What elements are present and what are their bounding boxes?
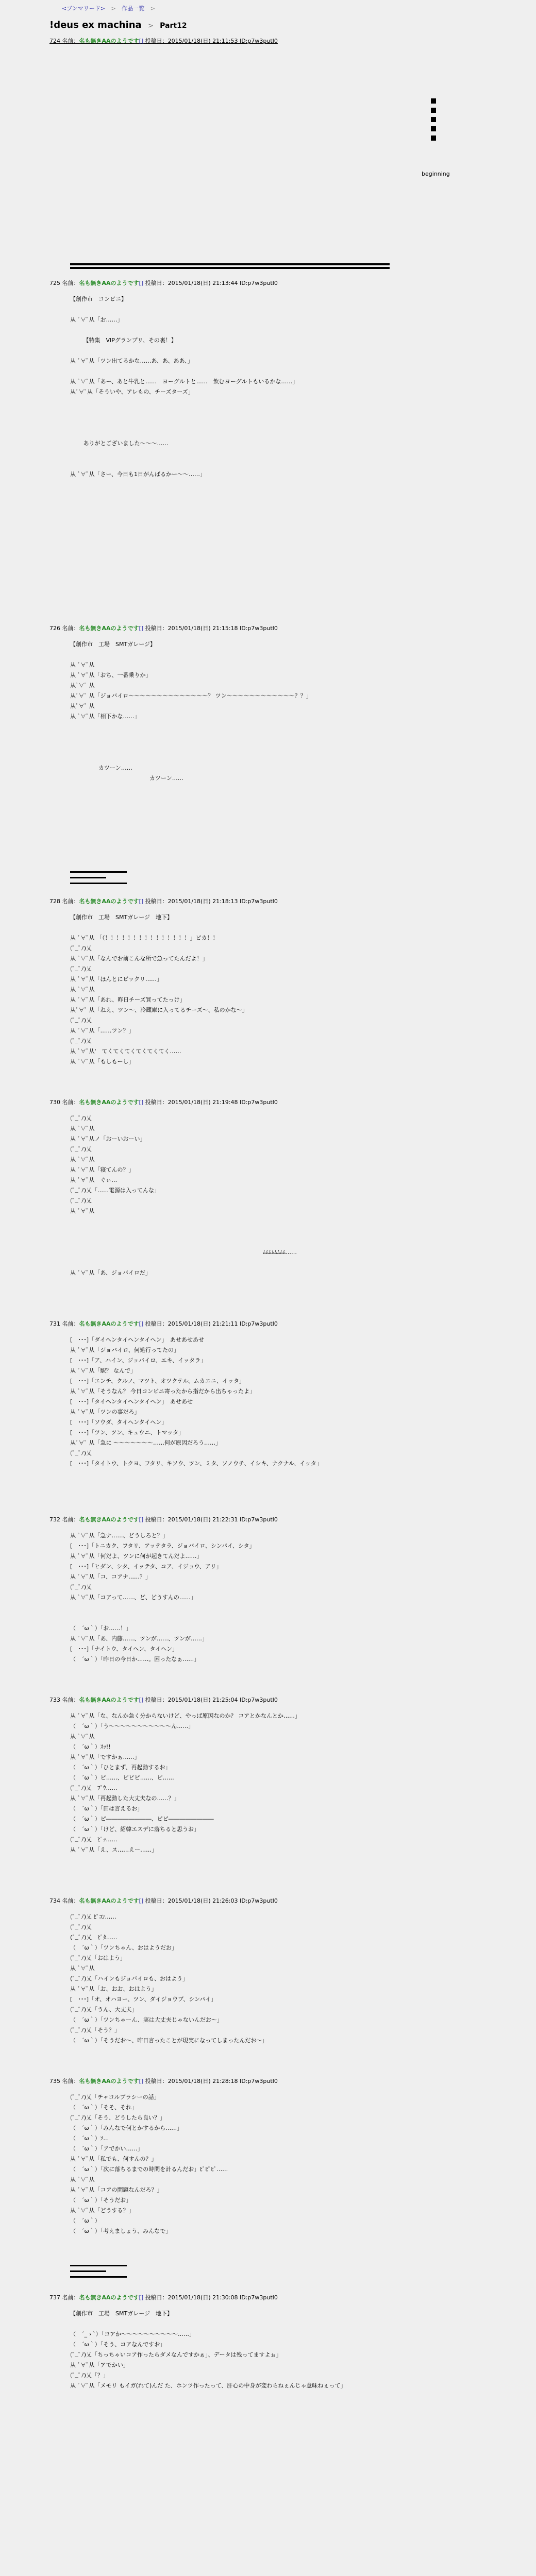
post-body: (ﾟ_ﾟﾉ)乂「チャコルブラシーの話」 （ ´ω｀）「そそ、それ」 (ﾟ_ﾟﾉ)乂「そう、どうしたら良い？」 （ ´ω｀）「みんなで何とかするから……」 （ ´ω｀）ｿ… （ ´ω｀）「アでかい……」 从 ﾟ∀ﾟ从「私でも、何すんの？」 （ ´ω｀）「次に落ちるまでの時間を計るんだお」ﾋﾟﾋﾟﾋﾟ…… 从 ﾟ∀ﾟ从 从 ﾟ∀ﾟ从「コアの問題なんだろ？」 （ ´ω｀）「そうだお」 从 ﾟ∀ﾟ从「どうする？」 （ ´ω｀） （ ´ω｀）「考えましょう、みんなで」 bbox=[70, 2094, 228, 2234]
post-header: 734 名前：名も無きAAのようです[] 投稿日：2015/01/18(日) 21:26:03 ID:p7w3putI0 bbox=[49, 1897, 278, 1904]
post bbox=[49, 1098, 529, 1319]
post bbox=[49, 897, 529, 1098]
post-body: (ﾟ_ﾟﾉ)乂 从 ﾟ∀ﾟ从 从 ﾟ∀ﾟ从ノ「おーいおーい」 (ﾟ_ﾟﾉ)乂 从 ﾟ∀ﾟ从 从 ﾟ∀ﾟ从「寝てんの？」 从 ﾟ∀ﾟ从 ぐぃ… (ﾟ_ﾟﾉ)乂「……電源は入ってんな」 (ﾟ_ﾟﾉ)乂 从 ﾟ∀ﾟ从 ﾑﾑﾑﾑﾑﾑﾑﾑ…… 从 ﾟ∀ﾟ从「あ、ジョバイロだ」 bbox=[70, 1115, 297, 1276]
divider-bars bbox=[70, 871, 127, 884]
post-header: 732 名前：名も無きAAのようです[] 投稿日：2015/01/18(日) 21:22:31 ID:p7w3putI0 bbox=[49, 1516, 278, 1523]
thread-title: !deus ex machina bbox=[49, 20, 142, 30]
post bbox=[49, 1319, 529, 1515]
post-header: 728 名前：名も無きAAのようです[] 投稿日：2015/01/18(日) 21:18:13 ID:p7w3putI0 bbox=[49, 898, 278, 905]
post-header: 725 名前：名も無きAAのようです[] 投稿日：2015/01/18(日) 21:13:44 ID:p7w3putI0 bbox=[49, 280, 278, 286]
post bbox=[49, 624, 529, 897]
post-header: 737 名前：名も無きAAのようです[] 投稿日：2015/01/18(日) 21:30:08 ID:p7w3putI0 bbox=[49, 2294, 278, 2301]
ascii-art-caption: beginning bbox=[422, 171, 450, 177]
breadcrumb-separator: > bbox=[111, 5, 116, 12]
post-body: (ﾟ_ﾟﾉ)乂 ﾋﾟｺﾝ…… (ﾟ_ﾟﾉ)乂 (ﾟ_ﾟﾉ)乂 ﾋﾟﾀ…… （ ´ω｀）「ツンちゃん、おはようだお」 (ﾟ_ﾟﾉ)乂「おはよう」 从 ﾟ∀ﾟ从 (ﾟ_ﾟﾉ)乂「ハインもジョバイロも、おはよう」 从 ﾟ∀ﾟ从「お、おお、おはよう」 [ ･･･]「オ、オハヨー、ツン、ダイジョウブ、シンパイ」 (ﾟ_ﾟﾉ)乂「うん、大丈夫」 （ ´ω｀）「ツンちゃーん、実は大丈夫じゃないんだお～」 (ﾟ_ﾟﾉ)乂「そう？」 （ ´ω｀）「そうだお～、昨日言ったことが現実になってしまったんだお～」 bbox=[70, 1913, 268, 2044]
post-body: 【創作市 コンビニ】 从 ﾟ∀ﾟ从「お……」 【特集 VIPグランプリ、その裏！】 从 ﾟ∀ﾟ从「ツン出てるかな……あ、あ、ああ、」 从 ﾟ∀ﾟ从「あー、あと牛乳と…… ヨーグルトと…… 飲むヨーグルトもいるかな……」 从ﾟ∀ﾟ从「そういや、アレもの、チーズターズ」 ありがとございました～～～…… 从 ﾟ∀ﾟ从「さー、今日も1日がんばるかー～～……」 bbox=[70, 296, 298, 478]
post bbox=[49, 37, 529, 279]
post-body: 【創作市 工場 SMTガレージ 地下】 （ ´_ゝ`）「コアか～～～～～～～～～～……」 （ ´ω｀）「そう、コアなんですお」 (ﾟ_ﾟﾉ)乂「ちっちゃいコア作ったらダメなんですかぁ」、データは残ってますよぉ」 从 ﾟ∀ﾟ从「アでかい」 (ﾟ_ﾟﾉ)乂「？」 从 ﾟ∀ﾟ从「メモリ もイガ(れて)んだ た、ホンツ作ったって、肝心の中身が変わらねぇんじゃ意味ねぇって」 bbox=[70, 2310, 346, 2389]
post-header: 731 名前：名も無きAAのようです[] 投稿日：2015/01/18(日) 21:21:11 ID:p7w3putI0 bbox=[49, 1320, 278, 1327]
post bbox=[49, 2077, 529, 2293]
part-label: Part12 bbox=[160, 22, 187, 30]
page-title bbox=[49, 20, 529, 30]
post bbox=[49, 2293, 529, 2427]
post bbox=[49, 1696, 529, 1896]
ascii-art-rules bbox=[70, 263, 390, 269]
post-body: 从 ﾟ∀ﾟ从「な、なんか急く分からないけど、やっぱ原因なのか？ コアとかなんとか……」 （ ´ω｀）「う～～～～～～～～～～～ん……」 从 ﾟ∀ﾟ从 （ ´ω｀）ｽｯ!! 从 ﾟ∀ﾟ从「ですかぁ……」 （ ´ω｀）「ひとまず、再起動するお」 （ ´ω｀）ピ……、ピピピ……、ピ…… (ﾟ_ﾟﾉ)乂 ﾌﾟｳ…… 从 ﾟ∀ﾟ从「再起動した大丈夫なの……？」 （ ´ω｀）「田は言えるお」 （ ´ω｀）ピ――――――――、ピピ―――――――― （ ´ω｀）「けど、紹韓エスデに落ちると思うお」 (ﾟ_ﾟﾉ)乂 ﾋﾟｯ…… 从 ﾟ∀ﾟ从「え、ス……えー……」 bbox=[70, 1713, 300, 1853]
ascii-art-vertical-dots bbox=[431, 98, 437, 145]
divider-bars bbox=[70, 2265, 127, 2278]
breadcrumb-separator: > bbox=[150, 5, 155, 12]
post bbox=[49, 1515, 529, 1696]
breadcrumb-home-link[interactable]: <ブンマリード> bbox=[62, 5, 105, 12]
post-body: 【創作市 工場 SMTガレージ】 从 ﾟ∀ﾟ从 从 ﾟ∀ﾟ从「おち、一番乗りか」 从ﾟ∀ﾟ 从 从ﾟ∀ﾟ 从「ジョバイロ～～～～～～～～～～～～～～？ ツン～～～～～～～～～～～～？？」 从ﾟ∀ﾟ 从 从 ﾟ∀ﾟ从「相下かな……」 カツーン…… カツーン…… bbox=[70, 641, 312, 782]
post-body: 【創作市 工場 SMTガレージ 地下】 从 ﾟ∀ﾟ从 「（！！！！！！！！！！！！！！！」ピカ！！ (ﾟ_ﾟﾉ)乂 从 ﾟ∀ﾟ从「なんでお前こんな所で急ってたんだよ！」 (ﾟ_ﾟﾉ)乂 从 ﾟ∀ﾟ从「ほんとにビックリ……」 从 ﾟ∀ﾟ从 从 ﾟ∀ﾟ从「あれ、昨日チーズ買ってたっけ」 从ﾟ∀ﾟ 从「ねえ、ツン～、冷蔵庫に入ってるチーズ～、私のかな～」 (ﾟ_ﾟﾉ)乂 从 ﾟ∀ﾟ从「……ツン？」 (ﾟ_ﾟﾉ)乂 从 ﾟ∀ﾟ从' てくてくてくてくてくてく…… 从 ﾟ∀ﾟ从「もしもーし」 bbox=[70, 914, 248, 1065]
breadcrumb bbox=[62, 4, 529, 12]
post-header: 724 名前：名も無きAAのようです[] 投稿日：2015/01/18(日) 21:11:53 ID:p7w3putI0 bbox=[49, 38, 278, 44]
post-header: 730 名前：名も無きAAのようです[] 投稿日：2015/01/18(日) 21:19:48 ID:p7w3putI0 bbox=[49, 1099, 278, 1106]
post bbox=[49, 279, 529, 624]
breadcrumb-list-link[interactable]: 作品一覧 bbox=[122, 5, 145, 12]
post-header: 735 名前：名も無きAAのようです[] 投稿日：2015/01/18(日) 21:28:18 ID:p7w3putI0 bbox=[49, 2078, 278, 2084]
post-body: 从 ﾟ∀ﾟ从「急ナ……、どうしろと？」 [ ･･･]「トニカク、フタリ、アッテタラ、ジョバイロ、シンパイ、シタ」 从 ﾟ∀ﾟ从「何だよ、ツンに何が起きてんだよ……」 [ ･･･]「ヒダン、シタ、イッテタ、コア、イジョウ、アリ」 从 ﾟ∀ﾟ从「コ、コアナ……？」 (ﾟ_ﾟﾉ)乂 从 ﾟ∀ﾟ从「コアって……、ど、どうすんの……」 （ ´ω｀）「お……！」 从 ﾟ∀ﾟ从「あ、内藤……、ツンが……、ツンが……」 [ ･･･]「ナイトウ、タイヘン、タイヘン」 （ ´ω｀）「昨日の今日か……。困ったなぁ……」 bbox=[70, 1532, 255, 1663]
post-body: [ ･･･]「ダイヘンタイヘンタイヘン」 あせあせあせ 从 ﾟ∀ﾟ从「ジョバイロ、何処行ってたの」 [ ･･･]「ア、ハイン、ジョバイロ、エキ、イッタラ」 从 ﾟ∀ﾟ从「駅？ なんで」 [ ･･･]「エンチ、クルノ、マツト、オツクテル、ムカエニ、イッタ」 从 ﾟ∀ﾟ从「そうなん？ 今日コンビニ寄ったから指だから出ちゃったよ」 [ ･･･]「タイヘンタイヘンタイヘン」 あせあせ 从 ﾟ∀ﾟ从「ツンの事だろ」 [ ･･･]「ソウダ、タイヘンタイヘン」 [ ･･･]「ツン、ツン、キュウニ、トマッタ」 从ﾟ∀ﾟ 从「急に ～～～～～～～……何が原因だろう……」 (ﾟ_ﾟﾉ)乂 [ ･･･]「タイトウ、トクヨ、フタリ、キソウ、ツン、ミタ、ソノウチ、イシキ、ナクナル、イッタ」 bbox=[70, 1336, 322, 1467]
title-separator: > bbox=[147, 22, 154, 30]
post-header: 726 名前：名も無きAAのようです[] 投稿日：2015/01/18(日) 21:15:18 ID:p7w3putI0 bbox=[49, 625, 278, 632]
post bbox=[49, 1896, 529, 2077]
post-header: 733 名前：名も無きAAのようです[] 投稿日：2015/01/18(日) 21:25:04 ID:p7w3putI0 bbox=[49, 1697, 278, 1703]
